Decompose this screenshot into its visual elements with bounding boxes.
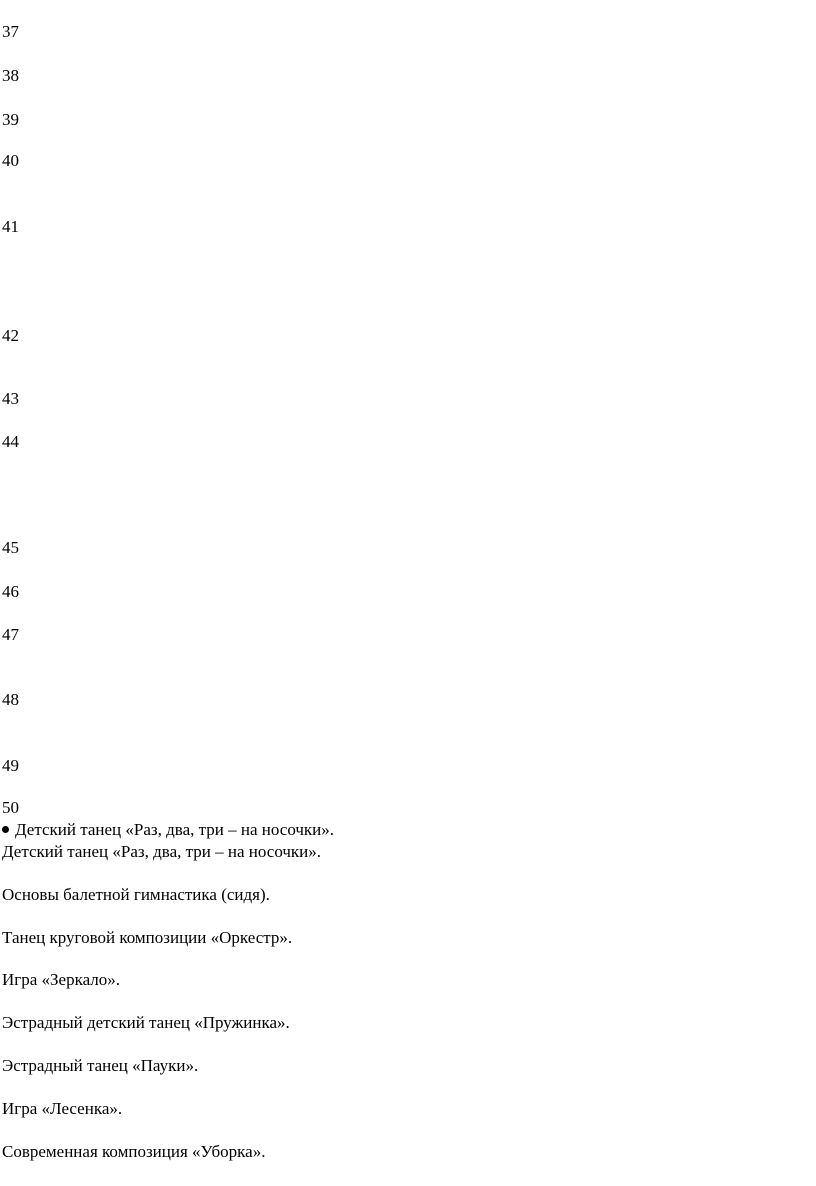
row-number: 38 [2,66,19,85]
list-item: Современная композиция «Уборка». [2,1142,266,1161]
list-item: Основы балетной гимнастика (сидя). [2,885,270,904]
row-number: 43 [2,389,19,408]
list-item: Игра «Лесенка». [2,1099,123,1118]
list-item: Детский танец «Раз, два, три – на носочки». [2,842,322,861]
row-number: 48 [2,690,19,709]
list-item: Игра «Зеркало». [2,970,121,989]
bullet-item-text: Детский танец «Раз, два, три – на носочки». [15,820,335,839]
row-number: 47 [2,625,19,644]
row-number: 46 [2,582,19,601]
bullet-icon [2,826,9,833]
list-item: Танец круговой композиции «Оркестр». [2,928,293,947]
row-number: 50 [2,798,19,817]
bullet-list-item [2,820,334,840]
row-number: 42 [2,326,19,345]
row-number: 39 [2,110,19,129]
row-number: 49 [2,756,19,775]
row-number: 37 [2,22,19,41]
row-number: 44 [2,432,19,451]
list-item: Эстрадный детский танец «Пружинка». [2,1013,290,1032]
row-number: 40 [2,151,19,170]
row-number: 41 [2,217,19,236]
list-item: Эстрадный танец «Пауки». [2,1056,199,1075]
row-number: 45 [2,538,19,557]
